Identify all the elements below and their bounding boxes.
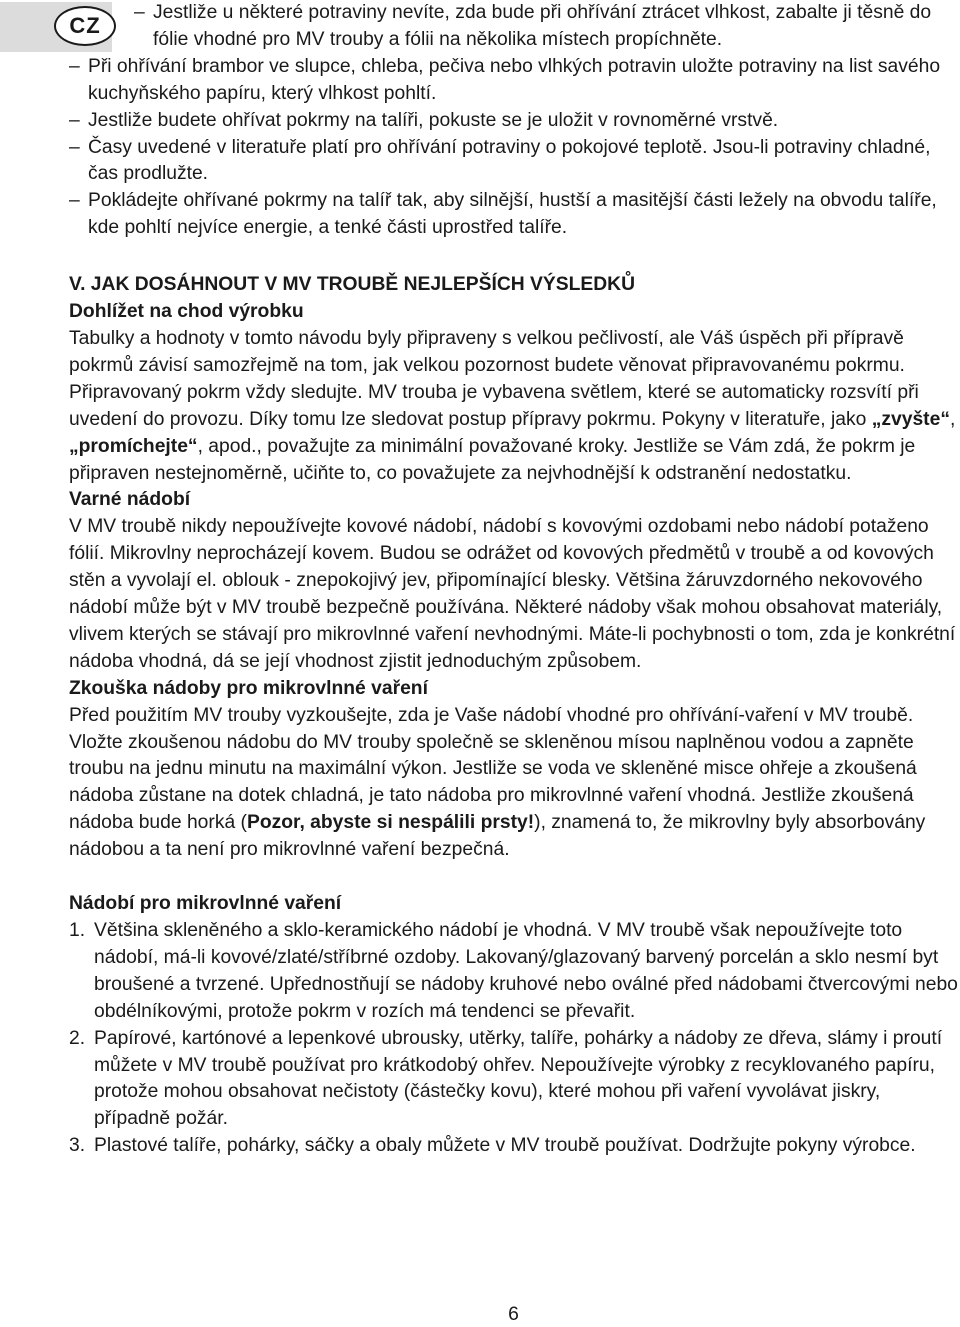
dash-marker: – (69, 109, 80, 131)
supervise-heading: Dohlížet na chod výrobku (69, 301, 304, 323)
keyword-raise: „zvyšte“ (871, 408, 950, 430)
bullet-text: Jestliže u některé potraviny nevíte, zda bude při ohřívání ztrácet vlhkost, zabalte ji těsně do fólie vhodné pro MV trouby a fólii na několika místech propíchněte. (153, 2, 932, 50)
dash-marker: – (69, 55, 80, 77)
bullet-text: Při ohřívání brambor ve slupce, chleba, pečiva nebo vlhkých potravin uložte potraviny na list savého kuchyňského papíru, který vlhkost pohltí. (88, 55, 941, 104)
burn-warning: Pozor, abyste si nespálili prsty! (246, 812, 535, 834)
dash-marker: – (69, 136, 80, 158)
bullet-text: Pokládejte ohřívané pokrmy na talíř tak, aby silnější, hustší a masitější části ležely na obvodu talíře, kde pohltí nejvíce energie, a tenké části uprostřed talíře. (88, 190, 937, 239)
bullet-item (69, 108, 959, 135)
test-paragraph (69, 703, 959, 864)
list-number: 1. (69, 920, 86, 941)
supervise-paragraph (69, 326, 959, 487)
cookware-heading: Varné nádobí (69, 489, 191, 511)
dash-marker: – (134, 2, 145, 23)
keyword-stir: „promíchejte“ (69, 435, 198, 457)
list-item (69, 1026, 959, 1134)
dash-marker: – (69, 190, 80, 212)
list-item (69, 1133, 959, 1160)
list-item (69, 918, 959, 1026)
bullet-item (69, 188, 959, 242)
test-text-b: ), znamená to, že mikrovlny byly absorbovány nádobou a ta není pro mikrovlnné vaření bezpečná. (69, 812, 926, 861)
language-badge: CZ (54, 6, 116, 46)
supervise-text-a: Tabulky a hodnoty v tomto návodu byly připraveny s velkou pečlivostí, ale Váš úspěch při přípravě pokrmů závisí samozřejmě na tom, jak velkou pozornost budete věnovat připravovanému pokrmu. Připravovaný pokrm vždy sledujte. MV trouba je vybavena světlem, které se automaticky rozsvítí při uvedení do provozu. Díky tomu lze sledovat postup přípravy pokrmu. Pokyny v literatuře, jako (69, 327, 919, 430)
test-heading: Zkouška nádoby pro mikrovlnné vaření (69, 677, 428, 699)
list-text: Většina skleněného a sklo-keramického nádobí je vhodná. V MV troubě však nepoužívejte toto nádobí, má-li kovové/zlaté/stříbrné ozdoby. Lakovaný/glazovaný barvený porcelán a sklo nesmí byt broušené a tvrzené. Upřednostňují se nádoby kruhové nebo oválné před nádobami čtvercovými nebo obdélníkovými, protože pokrm v rozích má tendenci se převařit. (94, 920, 958, 1022)
section-title: V. JAK DOSÁHNOUT V MV TROUBĚ NEJLEPŠÍCH VÝSLEDKŮ (69, 274, 636, 296)
page-number: 6 (508, 1304, 519, 1325)
bullet-item (69, 0, 959, 54)
list-text: Plastové talíře, pohárky, sáčky a obaly můžete v MV troubě používat. Dodržujte pokyny výrobce. (94, 1135, 916, 1157)
list-text: Papírové, kartónové a lepenkové ubrousky, utěrky, talíře, pohárky a nádoby ze dřeva, slámy i proutí můžete v MV troubě používat pro krátkodobý ohřev. Nepoužívejte výrobky z recyklovaného papíru, protože mohou obsahovat nečistoty (částečky kovu), které mohou při vaření vyvolávat jiskry, případně požár. (94, 1027, 943, 1130)
supervise-text-b: , (949, 408, 956, 430)
bullet-item (69, 135, 959, 189)
list-number: 2. (69, 1027, 86, 1049)
page-content (69, 0, 959, 1160)
cookware-paragraph: V MV troubě nikdy nepoužívejte kovové nádobí, nádobí s kovovými ozdobami nebo nádobí potaženo fólií. Mikrovlny neprocházejí kovem. Budou se odrážet od kovových předmětů v troubě a od kovových stěn a vyvolají el. oblouk - znepokojivý jev, připomínající blesky. Většina žáruvzdorného nekovového nádobí může být v MV troubě bezpečně používána. Některé nádoby však mohou obsahovat materiály, vlivem kterých se stávají pro mikrovlnné vaření nevhodnými. Máte-li pochybnosti o tom, zda je konkrétní nádoba vhodná, dá se její vhodnost zjistit jednoduchým způsobem. (69, 516, 956, 672)
test-text-a: Před použitím MV trouby vyzkoušejte, zda je Vaše nádobí vhodné pro ohřívání-vaření v MV troubě. Vložte zkoušenou nádobu do MV trouby společně se skleněnou mísou naplněnou vodou a zapněte troubu na jednu minutu na maximální výkon. Jestliže se voda ve skleněné misce ohřeje a zkoušená nádoba zůstane na dotek chladná, je tato nádoba pro mikrovlnné vaření vhodná. Jestliže zkoušená nádoba bude horká ( (69, 704, 917, 834)
bullet-text: Jestliže budete ohřívat pokrmy na talíři, pokuste se je uložit v rovnoměrné vrstvě. (88, 109, 779, 131)
bullet-text: Časy uvedené v literatuře platí pro ohřívání potraviny o pokojové teplotě. Jsou-li potraviny chladné, čas prodlužte. (88, 136, 931, 185)
bullet-item (69, 54, 959, 108)
supervise-text-c: , apod., považujte za minimální považované kroky. Jestliže se Vám zdá, že pokrm je připraven nestejnoměrně, učiňte to, co považujete za nejvhodnější k odstranění nedostatku. (69, 435, 916, 484)
microwave-dishes-heading: Nádobí pro mikrovlnné vaření (69, 893, 342, 915)
list-number: 3. (69, 1135, 86, 1157)
